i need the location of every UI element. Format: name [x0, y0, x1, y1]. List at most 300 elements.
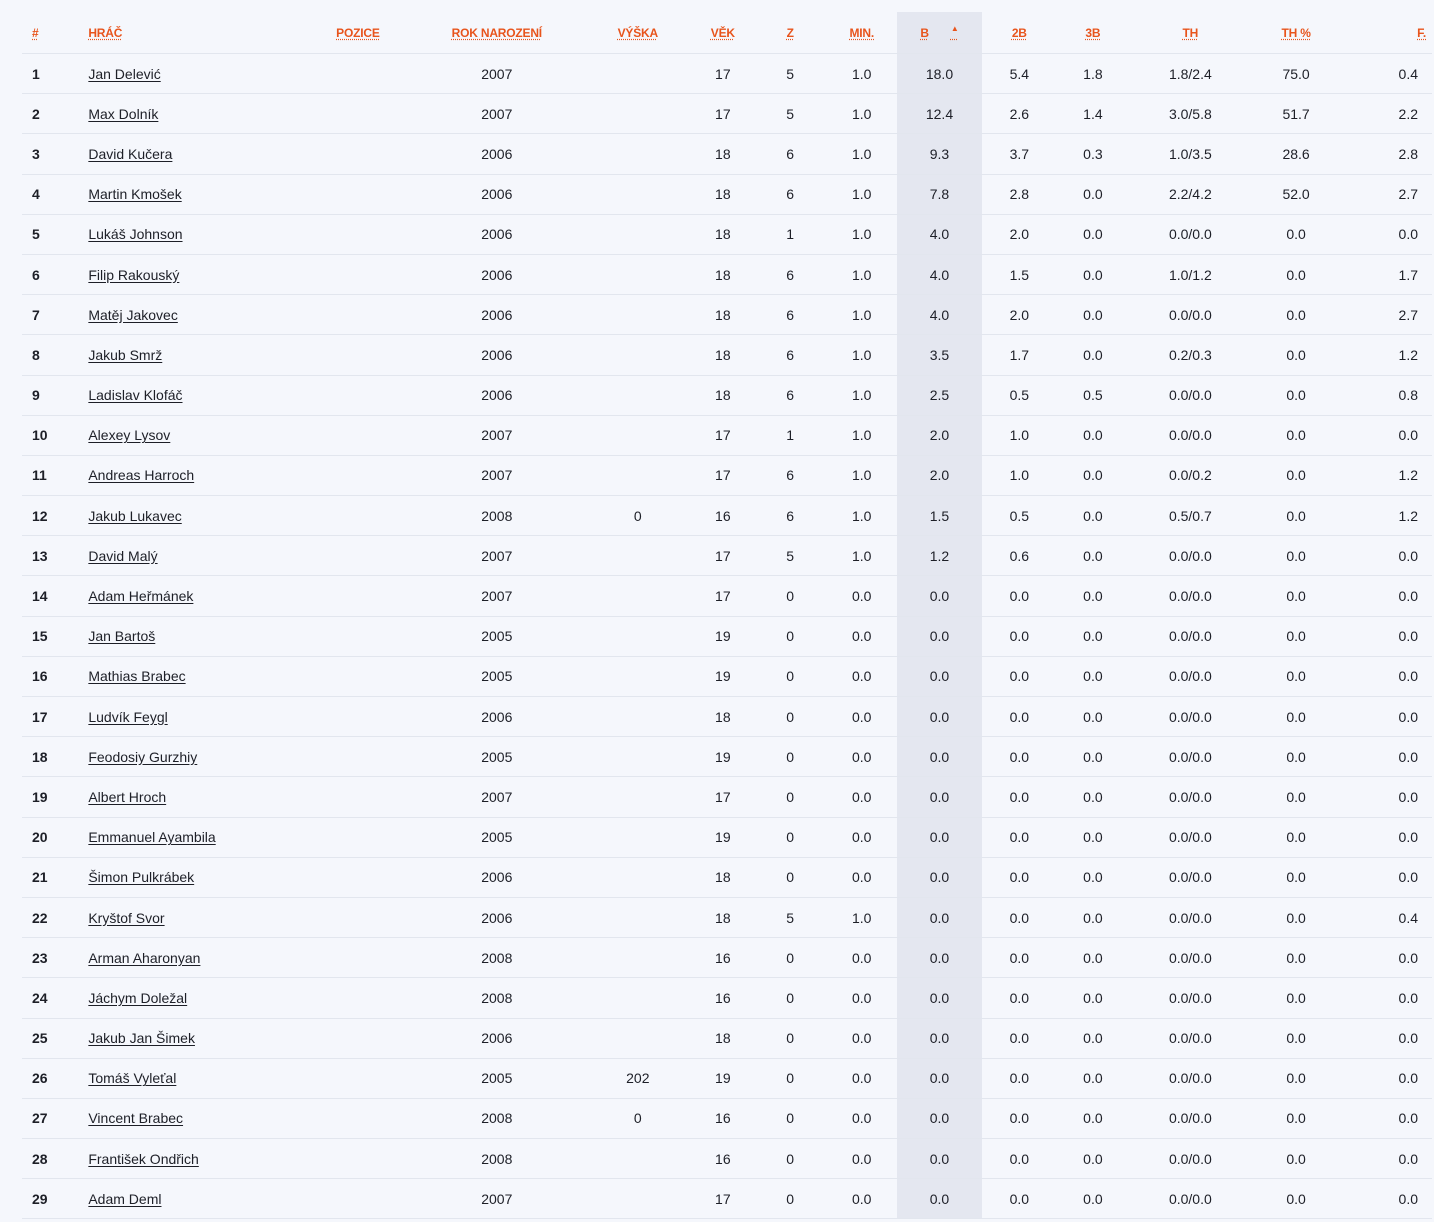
cell-player	[88, 857, 306, 897]
cell-free-throws: 1.0/3.5	[1129, 134, 1251, 174]
cell-height	[584, 938, 692, 978]
cell-3pt: 0.0	[1057, 737, 1130, 777]
cell-age: 17	[692, 576, 754, 616]
cell-position	[306, 616, 410, 656]
cell-fouls: 0.0	[1341, 737, 1432, 777]
player-name-link[interactable]: Max Dolník	[88, 105, 159, 122]
cell-birth-year: 2007	[410, 777, 584, 817]
cell-minutes: 1.0	[826, 214, 897, 254]
player-name-link[interactable]: Mathias Brabec	[88, 668, 186, 685]
cell-2pt: 2.0	[982, 295, 1057, 335]
table-row	[22, 737, 1432, 777]
table-row	[22, 1018, 1432, 1058]
cell-birth-year: 2008	[410, 1098, 584, 1138]
cell-3pt: 0.0	[1057, 897, 1130, 937]
cell-games: 0	[754, 817, 827, 857]
cell-free-throw-pct: 0.0	[1252, 1179, 1341, 1219]
cell-free-throw-pct: 52.0	[1252, 174, 1341, 214]
cell-player	[88, 737, 306, 777]
cell-fouls: 0.0	[1341, 1179, 1432, 1219]
cell-2pt: 0.0	[982, 697, 1057, 737]
cell-minutes: 0.0	[826, 938, 897, 978]
cell-2pt: 1.5	[982, 254, 1057, 294]
player-name-link[interactable]: Kryštof Svor	[88, 909, 165, 926]
col-header-position[interactable]: POZICE	[336, 25, 380, 40]
cell-position	[306, 938, 410, 978]
cell-minutes: 1.0	[826, 897, 897, 937]
cell-2pt: 0.0	[982, 1139, 1057, 1179]
cell-birth-year: 2006	[410, 335, 584, 375]
cell-birth-year: 2005	[410, 817, 584, 857]
cell-free-throws: 0.0/0.0	[1129, 777, 1251, 817]
player-name-link[interactable]: David Kučera	[88, 145, 173, 162]
player-name-link[interactable]: Matěj Jakovec	[88, 306, 178, 323]
cell-2pt: 1.0	[982, 455, 1057, 495]
cell-position	[306, 415, 410, 455]
cell-height	[584, 94, 692, 134]
cell-player	[88, 94, 306, 134]
cell-free-throws: 0.0/0.0	[1129, 1139, 1251, 1179]
cell-rank: 24	[22, 978, 88, 1018]
cell-2pt: 0.6	[982, 536, 1057, 576]
cell-age: 18	[692, 295, 754, 335]
col-header-height[interactable]: VÝŠKA	[617, 25, 658, 40]
cell-games: 6	[754, 174, 827, 214]
cell-3pt: 0.0	[1057, 1018, 1130, 1058]
col-header-player[interactable]: HRÁČ	[88, 25, 123, 40]
cell-points: 9.3	[897, 134, 982, 174]
col-header-games[interactable]: Z	[786, 25, 794, 40]
table-row	[22, 817, 1432, 857]
cell-age: 19	[692, 656, 754, 696]
cell-birth-year: 2007	[410, 576, 584, 616]
cell-points: 3.5	[897, 335, 982, 375]
cell-points: 0.0	[897, 1139, 982, 1179]
player-name-link[interactable]: Jan Bartoš	[88, 628, 156, 645]
cell-age: 19	[692, 616, 754, 656]
cell-free-throws: 0.0/0.0	[1129, 978, 1251, 1018]
cell-free-throw-pct: 0.0	[1252, 777, 1341, 817]
cell-position	[306, 656, 410, 696]
cell-rank: 28	[22, 1139, 88, 1179]
cell-player	[88, 174, 306, 214]
cell-rank: 14	[22, 576, 88, 616]
table-row	[22, 295, 1432, 335]
cell-age: 16	[692, 938, 754, 978]
player-name-link[interactable]: Jan Delević	[88, 65, 161, 82]
cell-points: 0.0	[897, 1179, 982, 1219]
cell-age: 17	[692, 1179, 754, 1219]
cell-points: 0.0	[897, 777, 982, 817]
player-name-link[interactable]: Albert Hroch	[88, 788, 167, 805]
cell-games: 0	[754, 1018, 827, 1058]
player-name-link[interactable]: Adam Heřmánek	[88, 588, 194, 605]
cell-minutes: 0.0	[826, 777, 897, 817]
cell-age: 16	[692, 978, 754, 1018]
cell-3pt: 0.0	[1057, 254, 1130, 294]
col-header-minutes[interactable]: MIN.	[849, 25, 874, 40]
cell-player	[88, 938, 306, 978]
cell-free-throws: 3.0/5.8	[1129, 94, 1251, 134]
cell-free-throw-pct: 0.0	[1252, 254, 1341, 294]
player-name-link[interactable]: Arman Aharonyan	[88, 949, 201, 966]
cell-3pt: 0.0	[1057, 295, 1130, 335]
cell-player	[88, 656, 306, 696]
col-header-age[interactable]: VĚK	[710, 25, 735, 40]
cell-rank: 20	[22, 817, 88, 857]
cell-3pt: 0.0	[1057, 536, 1130, 576]
cell-height	[584, 737, 692, 777]
cell-2pt: 0.0	[982, 897, 1057, 937]
cell-free-throw-pct: 51.7	[1252, 94, 1341, 134]
cell-free-throw-pct: 0.0	[1252, 415, 1341, 455]
cell-fouls: 0.0	[1341, 415, 1432, 455]
cell-rank: 29	[22, 1179, 88, 1219]
cell-fouls: 0.0	[1341, 536, 1432, 576]
cell-3pt: 0.0	[1057, 1098, 1130, 1138]
cell-2pt: 1.7	[982, 335, 1057, 375]
cell-free-throws: 0.0/0.0	[1129, 576, 1251, 616]
cell-birth-year: 2006	[410, 134, 584, 174]
cell-player	[88, 295, 306, 335]
table-row	[22, 536, 1432, 576]
cell-position	[306, 817, 410, 857]
cell-2pt: 5.4	[982, 54, 1057, 94]
cell-rank: 8	[22, 335, 88, 375]
table-row	[22, 1058, 1432, 1098]
cell-player	[88, 415, 306, 455]
col-header-free-throw-pct[interactable]: TH %	[1281, 25, 1311, 40]
cell-3pt: 0.0	[1057, 777, 1130, 817]
cell-age: 19	[692, 817, 754, 857]
player-name-link[interactable]: Alexey Lysov	[88, 427, 171, 444]
player-name-link[interactable]: Jáchym Doležal	[88, 989, 188, 1006]
cell-points: 0.0	[897, 938, 982, 978]
player-name-link[interactable]: Adam Deml	[88, 1190, 162, 1207]
cell-birth-year: 2007	[410, 536, 584, 576]
cell-birth-year: 2006	[410, 697, 584, 737]
cell-2pt: 0.0	[982, 978, 1057, 1018]
cell-fouls: 1.2	[1341, 455, 1432, 495]
cell-free-throws: 0.0/0.0	[1129, 697, 1251, 737]
cell-free-throw-pct: 28.6	[1252, 134, 1341, 174]
cell-position	[306, 536, 410, 576]
cell-height	[584, 978, 692, 1018]
player-name-link[interactable]: František Ondřich	[88, 1150, 199, 1167]
cell-games: 0	[754, 656, 827, 696]
cell-height	[584, 254, 692, 294]
player-name-link[interactable]: Andreas Harroch	[88, 467, 195, 484]
player-name-link[interactable]: David Malý	[88, 547, 158, 564]
cell-minutes: 0.0	[826, 616, 897, 656]
cell-free-throw-pct: 0.0	[1252, 1139, 1341, 1179]
cell-position	[306, 857, 410, 897]
cell-3pt: 0.0	[1057, 978, 1130, 1018]
cell-height	[584, 455, 692, 495]
table-row	[22, 134, 1432, 174]
cell-rank: 15	[22, 616, 88, 656]
cell-position	[306, 777, 410, 817]
cell-2pt: 0.0	[982, 737, 1057, 777]
cell-free-throw-pct: 0.0	[1252, 536, 1341, 576]
cell-free-throws: 0.0/0.0	[1129, 375, 1251, 415]
cell-3pt: 0.0	[1057, 496, 1130, 536]
cell-player	[88, 897, 306, 937]
cell-fouls: 0.0	[1341, 214, 1432, 254]
col-header-fouls[interactable]: F.	[1417, 25, 1426, 40]
cell-games: 6	[754, 496, 827, 536]
cell-player	[88, 1098, 306, 1138]
cell-free-throws: 0.0/0.0	[1129, 656, 1251, 696]
cell-position	[306, 1179, 410, 1219]
cell-points: 0.0	[897, 656, 982, 696]
cell-points: 0.0	[897, 1018, 982, 1058]
cell-games: 0	[754, 777, 827, 817]
cell-free-throws: 0.5/0.7	[1129, 496, 1251, 536]
col-header-2pt[interactable]: 2B	[1011, 25, 1027, 40]
cell-height	[584, 616, 692, 656]
cell-rank: 1	[22, 54, 88, 94]
cell-rank: 9	[22, 375, 88, 415]
col-header-rank[interactable]: #	[32, 25, 39, 40]
cell-position	[306, 737, 410, 777]
cell-fouls: 2.7	[1341, 174, 1432, 214]
cell-points: 0.0	[897, 897, 982, 937]
player-name-link[interactable]: Feodosiy Gurzhiy	[88, 748, 198, 765]
player-name-link[interactable]: Filip Rakouský	[88, 266, 180, 283]
cell-birth-year: 2007	[410, 94, 584, 134]
cell-fouls: 0.0	[1341, 576, 1432, 616]
cell-birth-year: 2006	[410, 295, 584, 335]
player-name-link[interactable]: Jakub Smrž	[88, 346, 163, 363]
cell-free-throw-pct: 0.0	[1252, 817, 1341, 857]
cell-rank: 4	[22, 174, 88, 214]
table-row	[22, 1098, 1432, 1138]
cell-2pt: 2.0	[982, 214, 1057, 254]
cell-height	[584, 174, 692, 214]
cell-free-throws: 0.0/0.0	[1129, 214, 1251, 254]
col-header-3pt[interactable]: 3B	[1085, 25, 1101, 40]
cell-age: 18	[692, 134, 754, 174]
cell-age: 18	[692, 897, 754, 937]
cell-birth-year: 2005	[410, 616, 584, 656]
cell-position	[306, 1018, 410, 1058]
cell-minutes: 0.0	[826, 1139, 897, 1179]
cell-points: 0.0	[897, 576, 982, 616]
cell-free-throws: 0.0/0.0	[1129, 295, 1251, 335]
cell-minutes: 0.0	[826, 1098, 897, 1138]
cell-rank: 6	[22, 254, 88, 294]
cell-position	[306, 295, 410, 335]
table-row	[22, 214, 1432, 254]
player-name-link[interactable]: Ladislav Klofáč	[88, 387, 183, 404]
cell-free-throws: 0.2/0.3	[1129, 335, 1251, 375]
table-row	[22, 978, 1432, 1018]
cell-free-throw-pct: 0.0	[1252, 656, 1341, 696]
cell-player	[88, 214, 306, 254]
cell-age: 18	[692, 375, 754, 415]
cell-games: 6	[754, 455, 827, 495]
cell-fouls: 0.0	[1341, 817, 1432, 857]
cell-birth-year: 2007	[410, 54, 584, 94]
cell-games: 0	[754, 697, 827, 737]
cell-position	[306, 54, 410, 94]
cell-games: 0	[754, 737, 827, 777]
cell-free-throws: 0.0/0.0	[1129, 938, 1251, 978]
cell-2pt: 0.5	[982, 496, 1057, 536]
cell-rank: 11	[22, 455, 88, 495]
cell-3pt: 0.0	[1057, 697, 1130, 737]
cell-age: 17	[692, 415, 754, 455]
col-header-points[interactable]	[897, 12, 982, 54]
cell-2pt: 0.0	[982, 1098, 1057, 1138]
cell-free-throws: 0.0/0.0	[1129, 415, 1251, 455]
cell-minutes: 0.0	[826, 1058, 897, 1098]
cell-age: 16	[692, 1139, 754, 1179]
player-name-link[interactable]: Martin Kmošek	[88, 186, 182, 203]
cell-free-throws: 0.0/0.0	[1129, 817, 1251, 857]
cell-free-throw-pct: 0.0	[1252, 697, 1341, 737]
cell-birth-year: 2006	[410, 254, 584, 294]
cell-position	[306, 214, 410, 254]
cell-games: 1	[754, 214, 827, 254]
table-row	[22, 496, 1432, 536]
cell-height	[584, 1139, 692, 1179]
cell-free-throws: 0.0/0.0	[1129, 536, 1251, 576]
cell-age: 18	[692, 1018, 754, 1058]
cell-minutes: 0.0	[826, 576, 897, 616]
cell-player	[88, 335, 306, 375]
cell-2pt: 0.5	[982, 375, 1057, 415]
player-name-link[interactable]: Ludvík Feygl	[88, 708, 168, 725]
cell-position	[306, 174, 410, 214]
cell-age: 18	[692, 174, 754, 214]
cell-player	[88, 1018, 306, 1058]
cell-fouls: 0.0	[1341, 978, 1432, 1018]
cell-3pt: 0.0	[1057, 857, 1130, 897]
cell-player	[88, 254, 306, 294]
table-row	[22, 857, 1432, 897]
cell-birth-year: 2006	[410, 897, 584, 937]
table-row	[22, 897, 1432, 937]
cell-free-throws: 0.0/0.0	[1129, 1098, 1251, 1138]
cell-2pt: 2.6	[982, 94, 1057, 134]
col-header-birth-year[interactable]: ROK NAROZENÍ	[451, 25, 542, 40]
cell-points: 0.0	[897, 978, 982, 1018]
cell-minutes: 1.0	[826, 536, 897, 576]
cell-fouls: 0.0	[1341, 1098, 1432, 1138]
cell-3pt: 0.0	[1057, 817, 1130, 857]
cell-games: 5	[754, 94, 827, 134]
player-name-link[interactable]: Tomáš Vyleťal	[88, 1070, 177, 1087]
cell-free-throw-pct: 0.0	[1252, 1018, 1341, 1058]
cell-3pt: 0.0	[1057, 616, 1130, 656]
cell-height	[584, 415, 692, 455]
cell-2pt: 0.0	[982, 817, 1057, 857]
table-row	[22, 1139, 1432, 1179]
cell-height	[584, 817, 692, 857]
cell-player	[88, 536, 306, 576]
cell-fouls: 0.0	[1341, 616, 1432, 656]
cell-rank: 17	[22, 697, 88, 737]
cell-points: 18.0	[897, 54, 982, 94]
cell-games: 5	[754, 54, 827, 94]
player-stats-table-container	[4, 12, 1434, 1219]
cell-minutes: 1.0	[826, 94, 897, 134]
cell-points: 1.2	[897, 536, 982, 576]
cell-free-throws: 2.2/4.2	[1129, 174, 1251, 214]
cell-age: 17	[692, 777, 754, 817]
cell-free-throw-pct: 0.0	[1252, 978, 1341, 1018]
cell-player	[88, 817, 306, 857]
cell-age: 16	[692, 1098, 754, 1138]
cell-fouls: 1.2	[1341, 496, 1432, 536]
cell-2pt: 0.0	[982, 857, 1057, 897]
cell-2pt: 0.0	[982, 616, 1057, 656]
cell-position	[306, 1139, 410, 1179]
cell-rank: 23	[22, 938, 88, 978]
cell-rank: 19	[22, 777, 88, 817]
cell-position	[306, 697, 410, 737]
cell-points: 0.0	[897, 737, 982, 777]
cell-2pt: 0.0	[982, 1179, 1057, 1219]
cell-position	[306, 978, 410, 1018]
cell-rank: 18	[22, 737, 88, 777]
cell-games: 5	[754, 536, 827, 576]
cell-points: 7.8	[897, 174, 982, 214]
cell-games: 0	[754, 1058, 827, 1098]
table-row	[22, 375, 1432, 415]
cell-3pt: 0.0	[1057, 1139, 1130, 1179]
player-name-link[interactable]: Šimon Pulkrábek	[88, 869, 195, 886]
cell-free-throw-pct: 0.0	[1252, 295, 1341, 335]
col-header-free-throws[interactable]: TH	[1182, 25, 1199, 40]
player-name-link[interactable]: Lukáš Johnson	[88, 226, 183, 243]
cell-3pt: 0.0	[1057, 174, 1130, 214]
cell-age: 19	[692, 1058, 754, 1098]
cell-birth-year: 2007	[410, 455, 584, 495]
table-row	[22, 1179, 1432, 1219]
cell-age: 18	[692, 254, 754, 294]
player-name-link[interactable]: Emmanuel Ayambila	[88, 829, 216, 846]
player-name-link[interactable]: Vincent Brabec	[88, 1110, 184, 1127]
cell-rank: 13	[22, 536, 88, 576]
cell-3pt: 0.0	[1057, 335, 1130, 375]
player-name-link[interactable]: Jakub Jan Šimek	[88, 1030, 195, 1047]
cell-player	[88, 1139, 306, 1179]
cell-height	[584, 214, 692, 254]
cell-minutes: 0.0	[826, 1179, 897, 1219]
cell-3pt: 0.0	[1057, 656, 1130, 696]
cell-position	[306, 576, 410, 616]
cell-minutes: 1.0	[826, 496, 897, 536]
cell-points: 0.0	[897, 1058, 982, 1098]
cell-free-throws: 0.0/0.0	[1129, 897, 1251, 937]
cell-3pt: 0.0	[1057, 214, 1130, 254]
cell-3pt: 0.5	[1057, 375, 1130, 415]
cell-games: 6	[754, 295, 827, 335]
cell-position	[306, 94, 410, 134]
cell-free-throws: 1.8/2.4	[1129, 54, 1251, 94]
cell-minutes: 1.0	[826, 455, 897, 495]
cell-free-throws: 0.0/0.2	[1129, 455, 1251, 495]
cell-player	[88, 616, 306, 656]
cell-points: 4.0	[897, 214, 982, 254]
cell-fouls: 2.8	[1341, 134, 1432, 174]
table-row	[22, 415, 1432, 455]
player-name-link[interactable]: Jakub Lukavec	[88, 507, 182, 524]
table-row	[22, 335, 1432, 375]
